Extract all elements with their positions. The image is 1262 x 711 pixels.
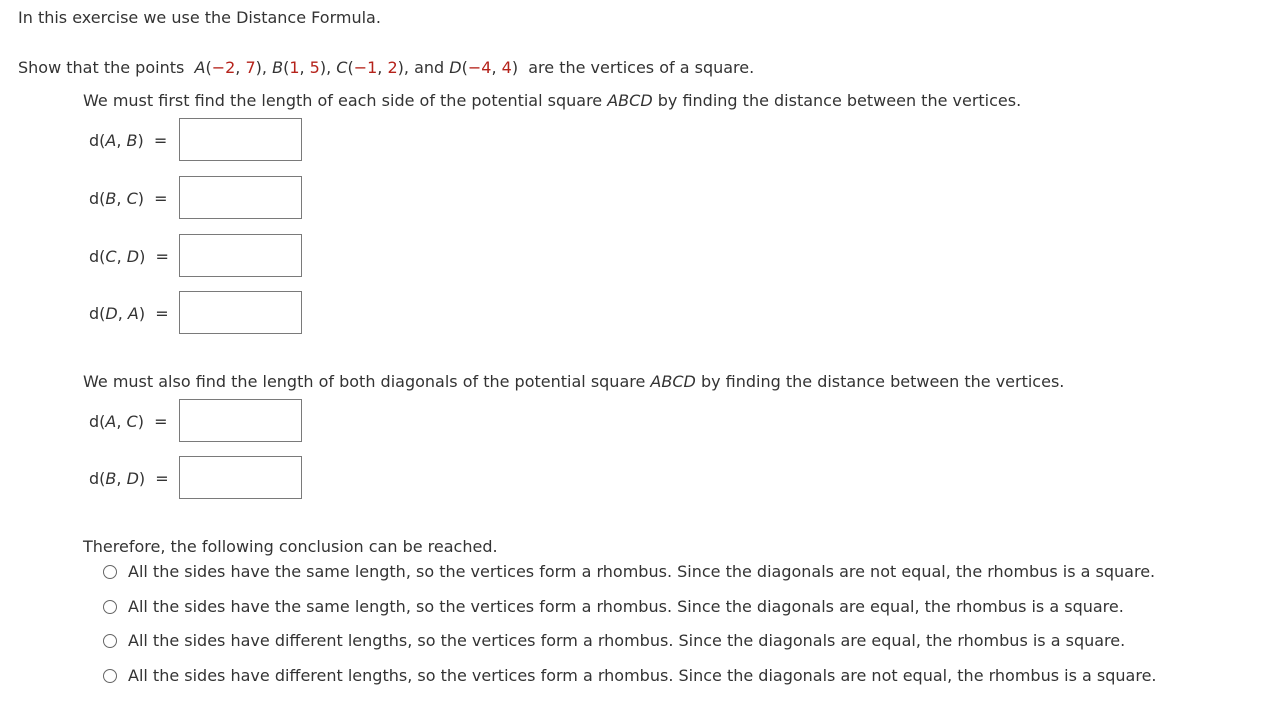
point-c-y: 2 [387, 58, 398, 77]
distance-ac-p1: A [105, 412, 117, 431]
distance-ac-label: d(A, C) = [89, 412, 168, 431]
sides-shape-name: ABCD [607, 91, 653, 110]
conclusion-option-2[interactable] [103, 597, 1124, 617]
distance-ab-input[interactable] [179, 118, 302, 161]
point-c-name: C [336, 58, 348, 77]
distance-bc-input[interactable] [179, 176, 302, 219]
distance-bd-p1: B [105, 469, 117, 488]
diagonals-text-before: We must also find the length of both diagonals of the potential square [83, 372, 646, 391]
conclusion-option-1[interactable] [103, 562, 1155, 582]
sides-instruction [83, 91, 1021, 111]
conclusion-heading: Therefore, the following conclusion can be reached. [83, 537, 498, 556]
problem-statement: Show that the points A(−2, 7), B(1, 5), C(−1, 2), and D(−4, 4) are the vertices of a square. [18, 58, 755, 77]
point-b-name: B [272, 58, 284, 77]
option-2-label: All the sides have the same length, so the vertices form a rhombus. Since the diagonals are equal, the rhombus is a square. [128, 597, 1124, 616]
distance-ab-p1: A [105, 131, 117, 150]
distance-da-p2: A [127, 304, 139, 323]
distance-bc-p2: C [126, 189, 138, 208]
sides-text-before: We must first find the length of each side of the potential square [83, 91, 603, 110]
point-d-y: 4 [501, 58, 512, 77]
radio-option-1[interactable] [103, 565, 117, 579]
sides-text-after: by finding the distance between the vertices. [657, 91, 1022, 110]
distance-cd-p1: C [105, 247, 117, 266]
distance-da-p1: D [105, 304, 118, 323]
distance-ac-p2: C [126, 412, 138, 431]
radio-option-2[interactable] [103, 600, 117, 614]
point-a-x: −2 [211, 58, 236, 77]
diagonals-instruction [83, 372, 1064, 392]
diagonals-shape-name: ABCD [650, 372, 696, 391]
point-a-name: A [194, 58, 206, 77]
distance-ab-label: d(A, B) = [89, 131, 168, 150]
distance-cd-label: d(C, D) = [89, 247, 169, 266]
distance-bd-input[interactable] [179, 456, 302, 499]
option-1-label: All the sides have the same length, so the vertices form a rhombus. Since the diagonals are not equal, the rhombus is a square. [128, 562, 1156, 581]
problem-suffix: are the vertices of a square. [528, 58, 755, 77]
radio-option-3[interactable] [103, 634, 117, 648]
distance-bc-p1: B [105, 189, 117, 208]
distance-bc-label: d(B, C) = [89, 189, 168, 208]
problem-and: and [414, 58, 445, 77]
conclusion-option-4[interactable] [103, 666, 1157, 686]
option-4-label: All the sides have different lengths, so the vertices form a rhombus. Since the diagonals are not equal, the rhombus is a square. [128, 666, 1157, 685]
point-b-x: 1 [289, 58, 300, 77]
problem-prefix: Show that the points [18, 58, 185, 77]
point-b-y: 5 [309, 58, 320, 77]
conclusion-option-3[interactable] [103, 631, 1125, 651]
intro-text: In this exercise we use the Distance Formula. [18, 8, 381, 27]
distance-da-input[interactable] [179, 291, 302, 334]
distance-ac-input[interactable] [179, 399, 302, 442]
point-c-x: −1 [353, 58, 378, 77]
distance-da-label: d(D, A) = [89, 304, 169, 323]
distance-cd-p2: D [126, 247, 140, 266]
point-d-x: −4 [467, 58, 492, 77]
distance-bd-label: d(B, D) = [89, 469, 169, 488]
distance-bd-p2: D [126, 469, 139, 488]
radio-option-4[interactable] [103, 669, 117, 683]
distance-cd-input[interactable] [179, 234, 302, 277]
option-3-label: All the sides have different lengths, so the vertices form a rhombus. Since the diagonals are equal, the rhombus is a square. [128, 631, 1126, 650]
point-a-y: 7 [245, 58, 256, 77]
diagonals-text-after: by finding the distance between the vertices. [700, 372, 1065, 391]
point-d-name: D [449, 58, 462, 77]
distance-ab-p2: B [126, 131, 138, 150]
